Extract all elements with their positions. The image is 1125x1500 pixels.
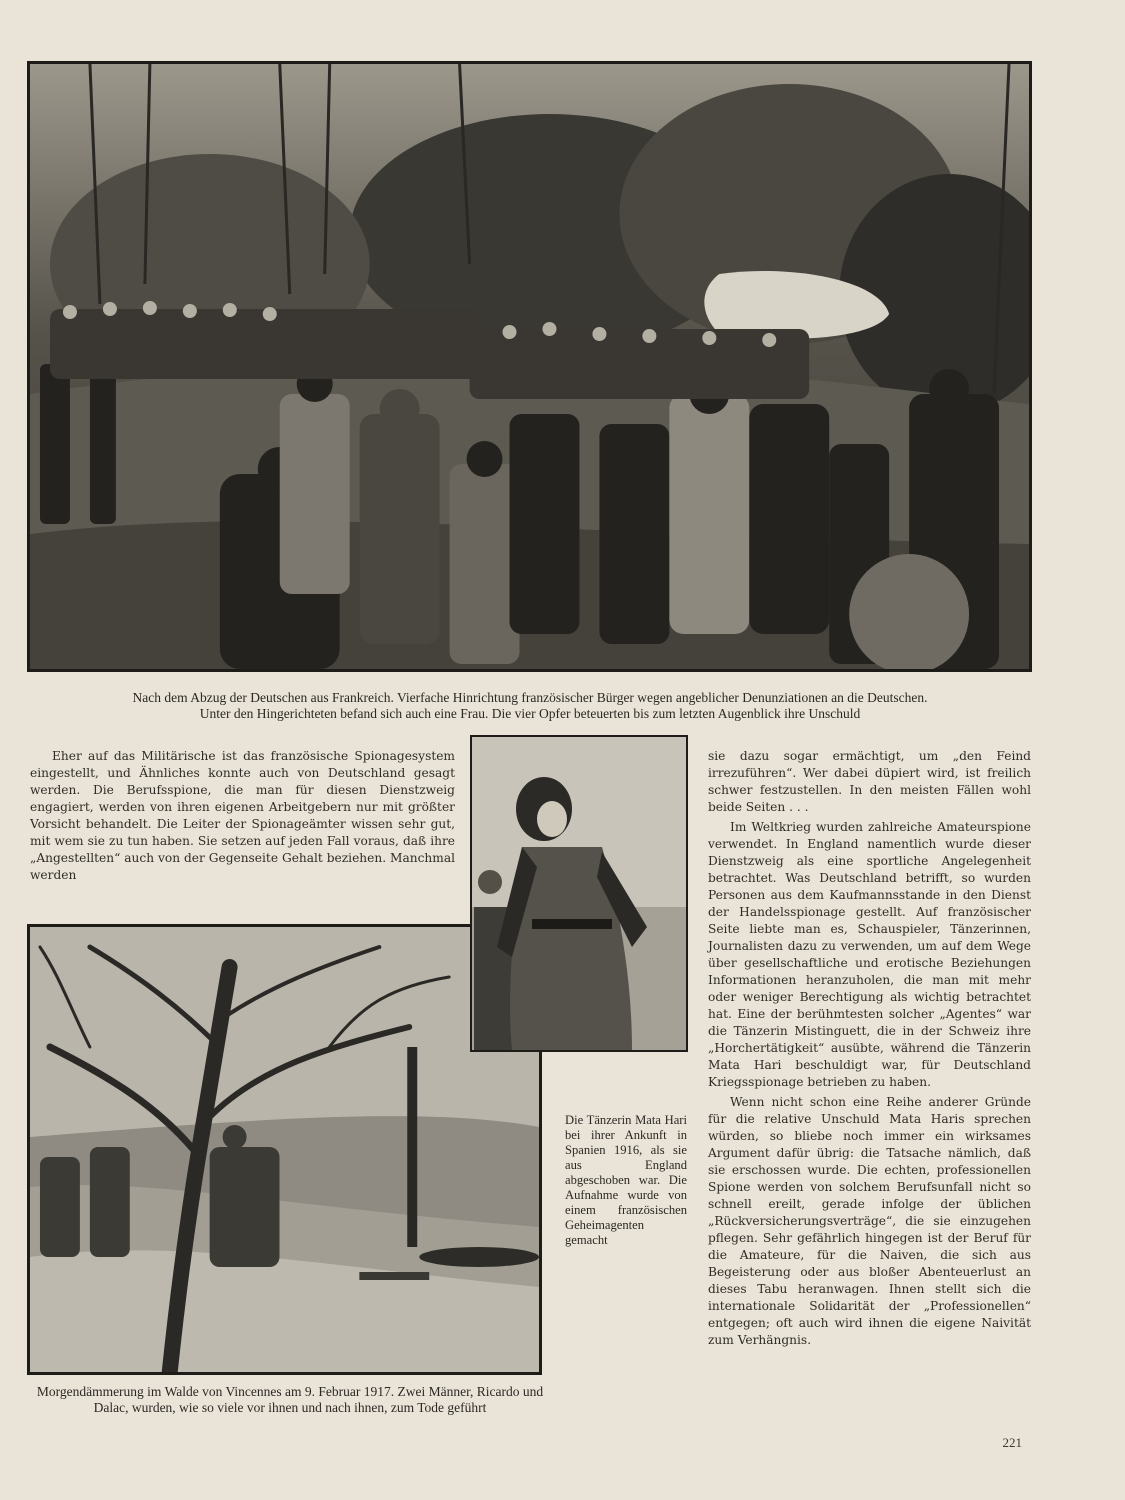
mata-hari-caption <box>565 1113 687 1248</box>
execution-caption-line-1: Nach dem Abzug der Deutschen aus Frankreich. Vierfache Hinrichtung französischer Bürger wegen angeblicher Denunziationen an die Deutschen. <box>132 690 928 705</box>
vincennes-photo-caption <box>30 1384 550 1416</box>
vincennes-photo-illustration <box>30 927 539 1372</box>
left-paragraph: Eher auf das Militärische ist das französische Spionagesystem eingestellt, und Ähnliches konnte auch von Deutschland gesagt werden. Die Berufsspione, die man für diesen Dienstzweig engagiert, werden von ihren eigenen Arbeitgebern nur mit größter Vorsicht behandelt. Die Leiter der Spionageämter wissen sehr gut, mit wem sie zu tun haben. Sie setzen auf jeden Fall voraus, daß ihre „Angestellten“ auch von der Gegenseite Gehalt beziehen. Manchmal werden <box>30 749 455 882</box>
right-column-text <box>708 748 1031 1349</box>
vincennes-caption-text: Morgendämmerung im Walde von Vincennes am 9. Februar 1917. Zwei Männer, Ricardo und Dalac, wurden, wie so viele vor ihnen und nach ihnen, zum Tode geführt <box>36 1384 544 1415</box>
mata-hari-portrait <box>470 735 688 1052</box>
execution-photo-caption <box>25 690 1035 722</box>
right-paragraph-2: Im Weltkrieg wurden zahlreiche Amateurspione verwendet. In England namentlich wurde dieser Dienstzweig als eine sportliche Angelegenheit betrachtet. Was Deutschland betrifft, so wurden Personen aus dem Kaufmannsstande in den Dienst der Handelsspionage gestellt. Auf französischer Seite liebte man es, Schauspieler, Tänzerinnen, Journalisten dazu zu verwenden, um auf dem Wege über gesellschaftliche und erotische Beziehungen Informationen heranzuholen, die man mit mehr oder weniger Berechtigung als wichtig betrachtet hat. Eine der berühmtesten solcher „Agentes“ war die Tänzerin Mistinguett, die in der Schweiz ihre „Horchertätigkeit“ ausübte, während die Tänzerin Mata Hari beschuldigt war, für Deutschland Kriegsspionage betrieben zu haben. <box>708 820 1031 1089</box>
page-number: 221 <box>1002 1435 1022 1450</box>
execution-caption-line-2: Unter den Hingerichteten befand sich auch eine Frau. Die vier Opfer beteuerten bis zum letzten Augenblick ihre Unschuld <box>199 706 861 721</box>
mata-hari-caption-text: Die Tänzerin Mata Hari bei ihrer Ankunft in Spanien 1916, als sie aus England abgeschoben war. Die Aufnahme wurde von einem französischen Geheimagenten gemacht <box>565 1113 687 1247</box>
right-paragraph-3: Wenn nicht schon eine Reihe anderer Gründe für die relative Unschuld Mata Haris sprechen würden, so bliebe noch immer ein wirksames Argument dafür übrig: die Tatsache nämlich, daß sie erschossen wurde. Die echten, professionellen Spione werden von solchem Berufsunfall nicht so schnell ereilt, gerade infolge der üblichen „Rückversicherungsverträge“, die sie einzugehen pflegen. Sehr gefährlich hingegen ist der Beruf für die Amateure, für die Naiven, die sich aus Begeisterung oder aus bloßer Abenteuerlust an dieses Tabu heranwagen. Ihnen stellt sich die internationale Solidarität der „Professionellen“ entgegen; oft auch wird ihnen die eigene Naivität zum Verhängnis. <box>708 1095 1031 1347</box>
execution-photo <box>27 61 1032 672</box>
vincennes-photo <box>27 924 542 1375</box>
mata-hari-portrait-illustration <box>472 737 686 1050</box>
execution-photo-illustration <box>30 64 1029 669</box>
right-paragraph-1: sie dazu sogar ermächtigt, um „den Feind irrezuführen“. Wer dabei düpiert wird, ist freilich schwer festzustellen. In den meisten Fällen wohl beide Seiten . . . <box>708 749 1031 814</box>
left-column-text <box>30 748 455 884</box>
